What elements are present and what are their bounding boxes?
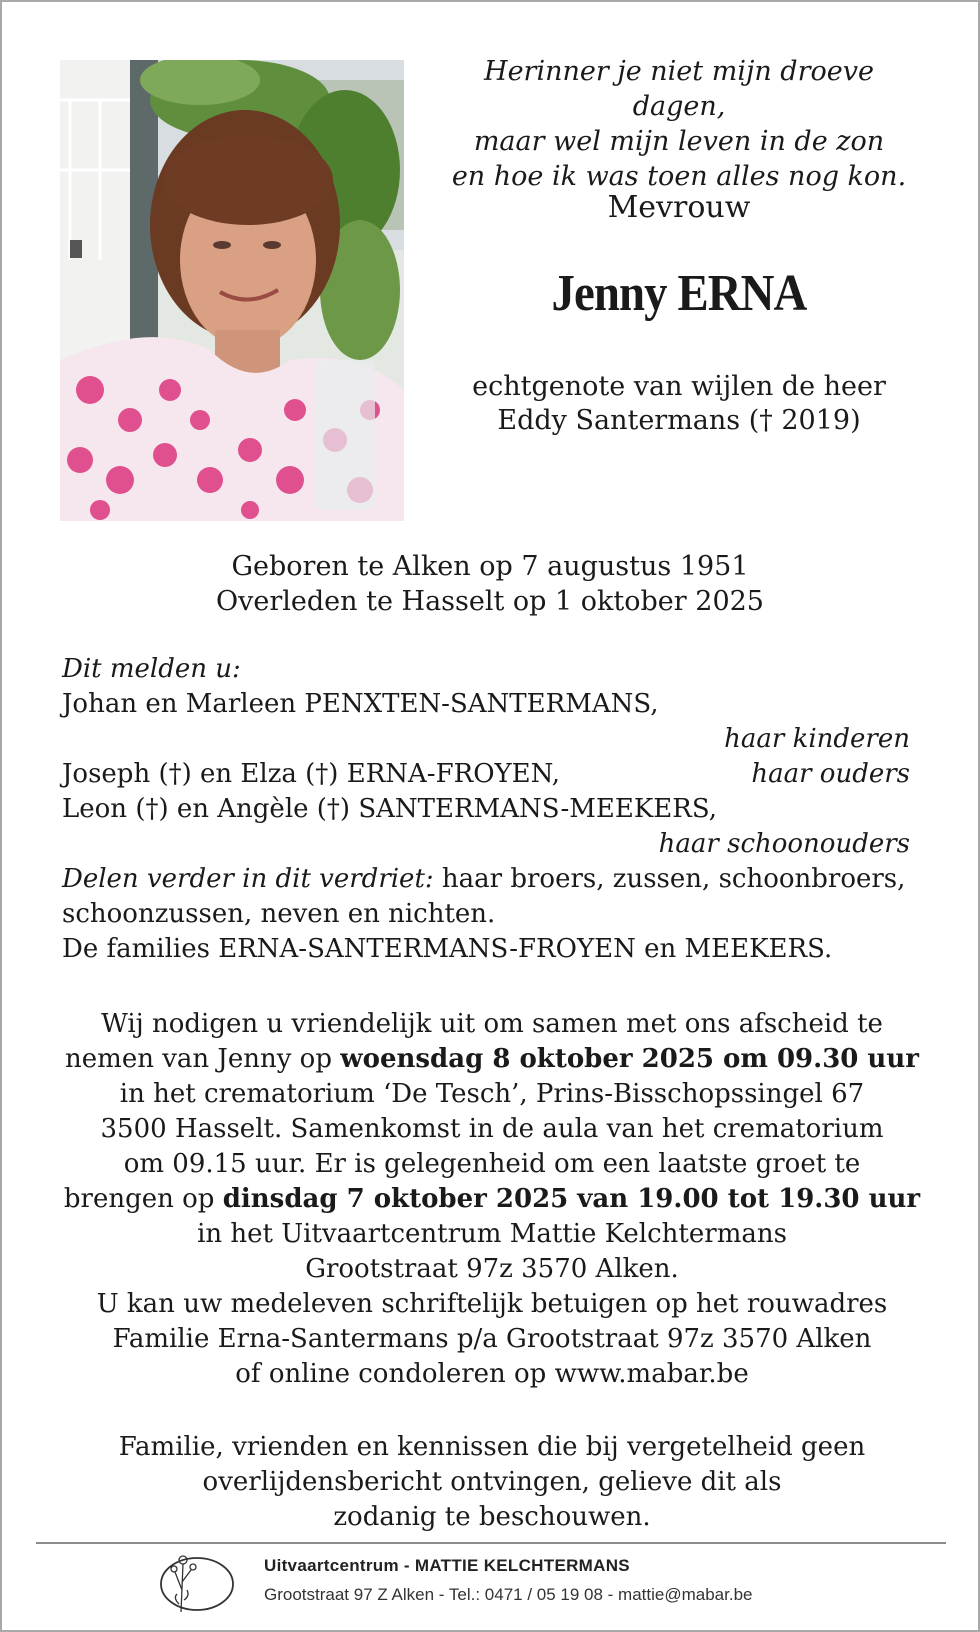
- in-laws-names: Leon (†) en Angèle (†) SANTERMANS-MEEKERS,: [62, 794, 717, 824]
- poem-line: maar wel mijn leven in de zon: [473, 126, 885, 157]
- invitation-line: Familie Erna-Santermans p/a Grootstraat 97z 3570 Alken: [112, 1324, 872, 1354]
- funeral-invitation: [42, 1007, 942, 1392]
- invitation-line: in het Uitvaartcentrum Mattie Kelchtermans: [197, 1219, 787, 1249]
- honorific: Mevrouw: [607, 190, 751, 225]
- life-dates: [2, 549, 978, 619]
- invitation-line: Grootstraat 97z 3570 Alken.: [305, 1254, 679, 1284]
- notice-line: overlijdensbericht ontvingen, gelieve dit als: [202, 1467, 782, 1497]
- invitation-text: nemen van Jenny op: [65, 1044, 341, 1074]
- spouse-info: [434, 370, 924, 438]
- share-intro: Delen verder in dit verdriet:: [62, 864, 434, 894]
- invitation-line: 3500 Hasselt. Samenkomst in de aula van het crematorium: [100, 1114, 884, 1144]
- share-row: [62, 862, 922, 897]
- notice-text: [42, 1430, 942, 1535]
- spouse-line: Eddy Santermans († 2019): [497, 405, 861, 436]
- invitation-line: [42, 1042, 942, 1077]
- poem-line: en hoe ik was toen alles nog kon.: [451, 161, 907, 192]
- funeral-home-name: Uitvaartcentrum - MATTIE KELCHTERMANS: [264, 1556, 630, 1575]
- parents-role: haar ouders: [751, 759, 910, 789]
- invitation-line: [42, 1182, 942, 1217]
- visitation-datetime: dinsdag 7 oktober 2025 van 19.00 tot 19.30 uur: [222, 1184, 921, 1214]
- invitation-line: Wij nodigen u vriendelijk uit om samen met ons afscheid te: [101, 1009, 883, 1039]
- deceased-name: Jenny ERNA: [551, 265, 807, 322]
- parents-names: Joseph (†) en Elza (†) ERNA-FROYEN,: [62, 759, 561, 789]
- families-line: De families ERNA-SANTERMANS-FROYEN en MEEKERS.: [62, 934, 833, 964]
- poem-line: Herinner je niet mijn droeve dagen,: [484, 56, 874, 122]
- invitation-text: brengen op: [63, 1184, 223, 1214]
- children-names: Johan en Marleen PENXTEN-SANTERMANS,: [62, 689, 659, 719]
- in-laws-role: haar schoonouders: [658, 829, 910, 859]
- memorial-poem: [434, 54, 924, 194]
- death-date: Overleden te Hasselt op 1 oktober 2025: [215, 586, 764, 617]
- children-role-row: [62, 722, 922, 757]
- invitation-line: in het crematorium ‘De Tesch’, Prins-Bisschopssingel 67: [119, 1079, 865, 1109]
- share-text: haar broers, zussen, schoonbroers,: [433, 864, 906, 894]
- in-laws-role-row: [62, 827, 922, 862]
- notice-line: Familie, vrienden en kennissen die bij vergetelheid geen: [118, 1432, 866, 1462]
- funeral-datetime: woensdag 8 oktober 2025 om 09.30 uur: [340, 1044, 919, 1074]
- notice-line: zodanig te beschouwen.: [333, 1502, 651, 1532]
- birth-date: Geboren te Alken op 7 augustus 1951: [231, 551, 749, 582]
- share-line: schoonzussen, neven en nichten.: [62, 899, 496, 929]
- spouse-line: echtgenote van wijlen de heer: [472, 371, 886, 402]
- invitation-line: U kan uw medeleven schriftelijk betuigen op het rouwadres: [96, 1289, 888, 1319]
- parents-row: [62, 757, 922, 792]
- invitation-line: om 09.15 uur. Er is gelegenheid om een laatste groet te: [123, 1149, 861, 1179]
- funeral-home-contact: Grootstraat 97 Z Alken - Tel.: 0471 / 05 19 08 - mattie@mabar.be: [264, 1585, 753, 1604]
- footer-divider: [36, 1542, 946, 1544]
- children-role: haar kinderen: [724, 724, 910, 754]
- family-announcement: [62, 652, 922, 967]
- portrait-photo: [60, 60, 404, 521]
- announcement-intro: Dit melden u:: [62, 654, 241, 684]
- invitation-line: of online condoleren op www.mabar.be: [235, 1359, 749, 1389]
- flower-logo-icon: [157, 1550, 237, 1614]
